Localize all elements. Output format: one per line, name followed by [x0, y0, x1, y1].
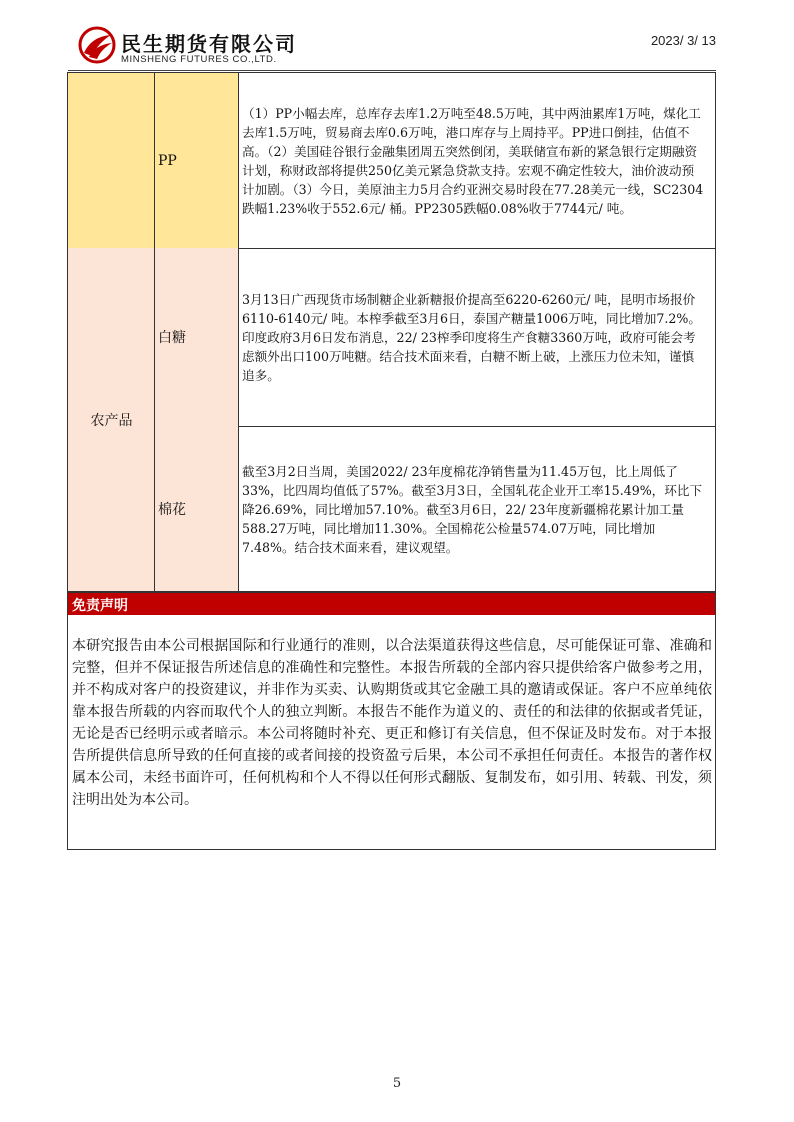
disclaimer-body: [67, 615, 716, 850]
disclaimer-text: 本研究报告由本公司根据国际和行业通行的准则，以合法渠道获得这些信息，尽可能保证可靠、准确和完整，但并不保证报告所述信息的准确性和完整性。本报告所载的全部内容只提供给客户做参考之用，并不构成对客户的投资建议，并非作为买卖、认购期货或其它金融工具的邀请或保证。客户不应单纯依靠本报告所载的内容而取代个人的独立判断。本报告不能作为道义的、责任的和法律的依据或者凭证，无论是否已经明示或者暗示。本公司将随时补充、更正和修订有关信息，但不保证及时发布。对于本报告所提供信息所导致的任何直接的或者间接的投资盈亏后果，本公司不承担任何责任。本报告的著作权属本公司，未经书面许可，任何机构和个人不得以任何形式翻版、复制发布，如引用、转载、刊发，须注明出处为本公司。: [72, 638, 712, 808]
product-cell-cotton: [154, 426, 239, 592]
company-name-cn: 民生期货有限公司: [121, 32, 297, 56]
page-header: [0, 0, 794, 72]
content-cell-pp: [238, 72, 716, 249]
report-date: 2023/ 3/ 13: [650, 33, 716, 48]
content-cell-sugar: [238, 248, 716, 427]
minsheng-logo-icon: [78, 26, 116, 64]
header-divider: [68, 70, 716, 71]
product-label: PP: [158, 152, 177, 169]
page-number: 5: [392, 1076, 402, 1091]
company-name-en: MINSHENG FUTURES CO.,LTD.: [121, 54, 277, 65]
category-cell-chemical: [67, 72, 155, 249]
product-label: 棉花: [158, 501, 186, 518]
product-cell-sugar: [154, 248, 239, 427]
category-cell-agri: [67, 248, 155, 592]
disclaimer-title: 免责声明: [72, 598, 128, 614]
category-label: 农产品: [90, 412, 133, 429]
disclaimer-header: [67, 592, 716, 616]
content-cell-cotton: [238, 426, 716, 592]
product-label: 白糖: [158, 330, 186, 346]
row-content: 截至3月2日当周，美国2022/ 23年度棉花净销售量为11.45万包，比上周低了33%，比四周均值低了57%。截至3月3日，全国轧花企业开工率15.49%，环比下降26.69%，同比增加57.10%。截至3月6日，22/ 23年度新疆棉花累计加工量588.27万吨，同比增加11.30%。全国棉花公检量574.07万吨，同比增加7.48%。结合技术面来看，建议观望。: [242, 463, 703, 555]
row-content: （1）PP小幅去库，总库存去库1.2万吨至48.5万吨，其中两油累库1万吨，煤化工去库1.5万吨，贸易商去库0.6万吨，港口库存与上周持平。PP进口倒挂，估值不高。（2）美国硅谷银行金融集团周五突然倒闭，美联储宣布新的紧急银行定期融资计划，称财政部将提供250亿美元紧急贷款支持。宏观不确定性较大，油价波动预计加剧。（3）今日，美原油主力5月合约亚洲交易时段在77.28美元一线，SC2304跌幅1.23%收于552.6元/ 桶。PP2305跌幅0.08%收于7744元/ 吨。: [242, 105, 704, 216]
commodity-table: [67, 72, 716, 592]
row-content: 3月13日广西现货市场制糖企业新糖报价提高至6220-6260元/ 吨，昆明市场报价6110-6140元/ 吨。本榨季截至3月6日，泰国产糖量1006万吨，同比增加7.2%。印度政府3月6日发布消息，22/ 23榨季印度将生产食糖3360万吨，政府可能会考虑额外出口100万吨糖。结合技术面来看，白糖不断上破，上涨压力位未知，谨慎追多。: [242, 292, 701, 383]
product-cell-pp: [154, 72, 239, 249]
